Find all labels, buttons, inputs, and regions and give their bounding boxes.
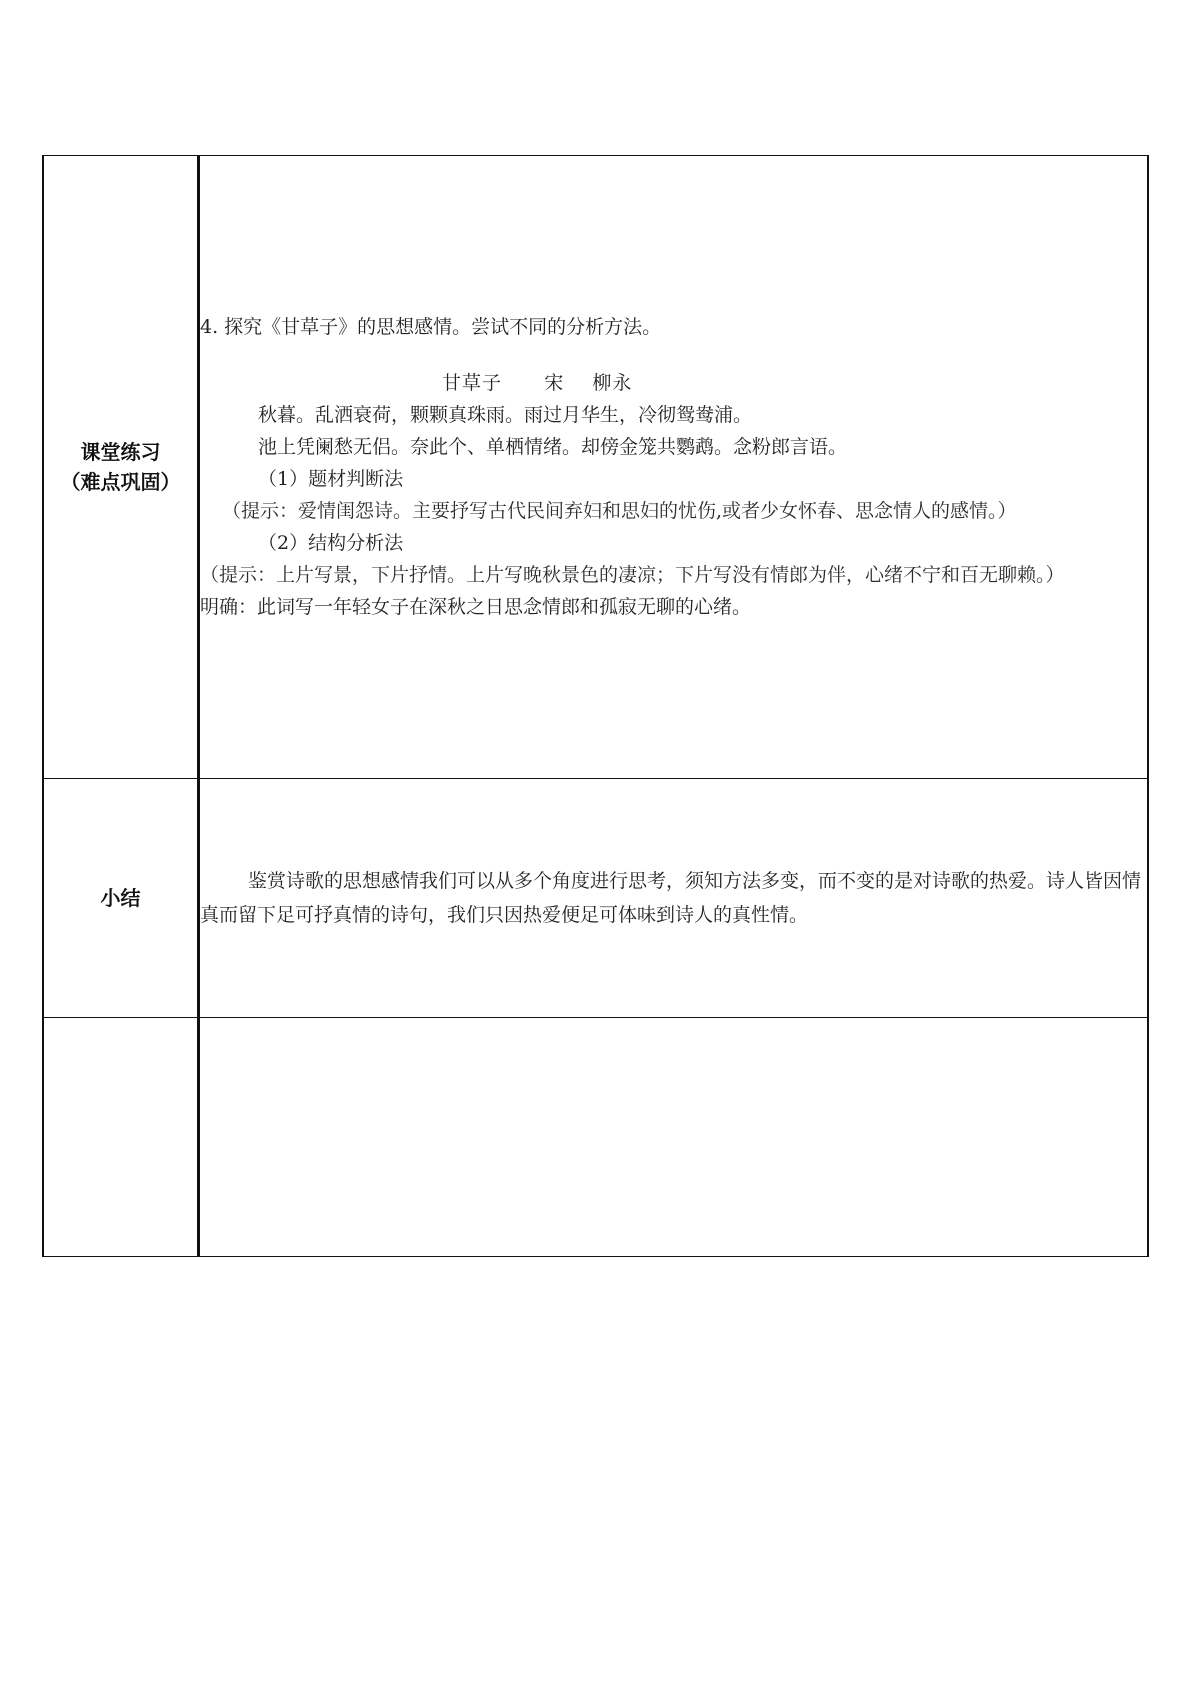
- lesson-plan-table: [42, 155, 1149, 1257]
- poem-title: 甘草子 宋 柳永: [442, 372, 633, 394]
- empty-content: [199, 1018, 1149, 1257]
- hint-2-text: （提示：上片写景，下片抒情。上片写晚秋景色的凄凉；下片写没有情郎为伴，心绪不宁和百无聊赖。）: [200, 564, 1065, 586]
- table-row-summary: [43, 779, 1148, 1018]
- method-2-heading: （2）结构分析法: [258, 532, 404, 554]
- row-label-empty: [43, 1018, 199, 1257]
- table-row-empty: [43, 1018, 1148, 1257]
- summary-content: [199, 779, 1149, 1018]
- table-row-practice: [43, 156, 1148, 779]
- conclusion-text: 明确：此词写一年轻女子在深秋之日思念情郎和孤寂无聊的心绪。: [200, 596, 752, 618]
- label-practice: 课堂练习: [80, 440, 161, 464]
- label-practice-sub: （难点巩固）: [60, 470, 181, 494]
- question-text: 4. 探究《甘草子》的思想感情。尝试不同的分析方法。: [200, 316, 662, 338]
- poem-line-1: 秋暮。乱洒衰荷，颗颗真珠雨。雨过月华生，冷彻鸳鸯浦。: [258, 404, 753, 426]
- practice-content: [199, 156, 1149, 779]
- method-1-heading: （1）题材判断法: [258, 468, 404, 490]
- row-label-summary: [43, 779, 199, 1018]
- row-label-practice: [43, 156, 199, 779]
- hint-1-text: （提示：爱情闺怨诗。主要抒写古代民间弃妇和思妇的忧伤,或者少女怀春、思念情人的感情。）: [222, 500, 1017, 522]
- poem-line-2: 池上凭阑愁无侣。奈此个、单栖情绪。却傍金笼共鹦鹉。念粉郎言语。: [258, 436, 848, 458]
- label-summary: 小结: [100, 886, 141, 910]
- summary-text: 鉴赏诗歌的思想感情我们可以从多个角度进行思考，须知方法多变，而不变的是对诗歌的热爱。诗人皆因情真而留下足可抒真情的诗句，我们只因热爱便足可体味到诗人的真性情。: [200, 870, 1142, 926]
